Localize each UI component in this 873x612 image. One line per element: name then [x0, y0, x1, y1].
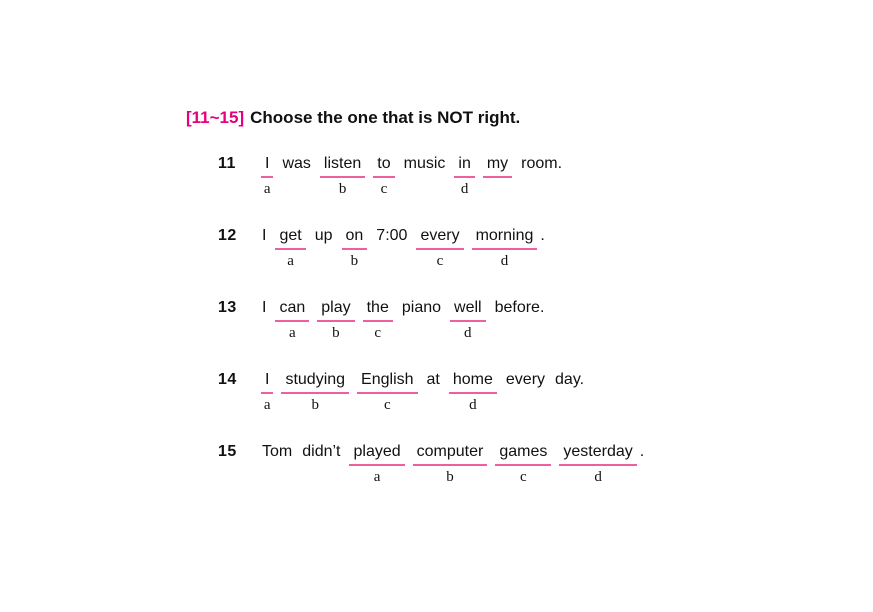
choice-token — [559, 442, 636, 485]
question-number: 11 — [218, 155, 236, 172]
word: the — [363, 298, 393, 322]
choice-token — [281, 370, 349, 413]
question-row — [218, 154, 653, 197]
word: every — [505, 371, 546, 388]
sentence-token — [281, 154, 311, 197]
choice-label: b — [332, 325, 340, 341]
word: room. — [521, 155, 563, 172]
choice-label: b — [311, 397, 319, 413]
sentence — [261, 226, 554, 269]
choice-label: d — [594, 469, 602, 485]
sentence-token — [520, 154, 563, 197]
section-header — [186, 108, 520, 128]
sentence-token — [261, 442, 293, 485]
choice-token — [450, 298, 486, 341]
choice-label: d — [460, 181, 469, 197]
sentence-token — [261, 298, 267, 341]
word: in — [454, 154, 474, 178]
word: was — [282, 155, 311, 172]
sentence-token — [426, 370, 441, 413]
sentence-token — [261, 226, 267, 269]
choice-label: a — [289, 325, 296, 341]
question-number: 12 — [218, 227, 237, 244]
choice-token — [261, 154, 273, 197]
sentence — [261, 442, 653, 485]
sentence — [261, 298, 553, 341]
word: at — [426, 371, 440, 388]
question-row — [218, 298, 653, 341]
choice-label: d — [464, 325, 472, 341]
choice-token — [275, 226, 305, 269]
word: listen — [320, 154, 365, 178]
choice-token — [449, 370, 497, 413]
question-range-label: [11~15] — [186, 108, 245, 127]
choice-token — [317, 298, 354, 341]
choice-label: b — [350, 253, 359, 269]
word: music — [403, 155, 446, 172]
question-number: 14 — [218, 371, 237, 388]
sentence-token — [314, 226, 334, 269]
choice-label: d — [469, 397, 477, 413]
question-row — [218, 226, 653, 269]
word: before. — [494, 299, 545, 316]
choice-label: c — [436, 253, 444, 269]
questions-list — [218, 154, 653, 514]
choice-token — [413, 442, 488, 485]
choice-label: b — [446, 469, 454, 485]
choice-token — [357, 370, 417, 413]
word: I — [261, 154, 273, 178]
word: every — [416, 226, 463, 250]
word: morning — [472, 226, 538, 250]
question-number: 15 — [218, 443, 237, 460]
word: computer — [413, 442, 488, 466]
choice-token — [416, 226, 463, 269]
word: games — [495, 442, 551, 466]
sentence-token — [375, 226, 408, 269]
word: my — [483, 154, 512, 178]
choice-label: d — [500, 253, 509, 269]
choice-token — [342, 226, 368, 269]
question-row — [218, 370, 653, 413]
word: home — [449, 370, 497, 394]
choice-token — [363, 298, 393, 341]
choice-token — [261, 370, 273, 413]
word: . — [540, 227, 545, 244]
sentence — [261, 154, 571, 197]
choice-token — [454, 154, 474, 197]
word: I — [262, 227, 267, 244]
sentence — [261, 370, 593, 413]
word: play — [317, 298, 354, 322]
sentence-token — [639, 442, 645, 485]
choice-label: c — [380, 181, 388, 197]
choice-label: a — [287, 253, 294, 269]
choice-token — [349, 442, 404, 485]
sentence-token — [554, 370, 585, 413]
choice-token — [275, 298, 309, 341]
word: day. — [555, 371, 585, 388]
word: piano — [401, 299, 442, 316]
choice-label: a — [263, 397, 271, 413]
sentence-token — [401, 298, 442, 341]
instruction-text: Choose the one that is NOT right. — [250, 108, 521, 127]
choice-label: a — [263, 181, 271, 197]
sentence-token — [505, 370, 546, 413]
word: get — [275, 226, 305, 250]
choice-label: c — [383, 397, 391, 413]
word: to — [373, 154, 394, 178]
choice-label: a — [373, 469, 381, 485]
word: Tom — [262, 443, 293, 460]
choice-token — [320, 154, 365, 197]
choice-token — [483, 154, 512, 197]
question-number: 13 — [218, 299, 237, 316]
word: played — [349, 442, 404, 466]
word: up — [314, 227, 333, 244]
word: I — [261, 370, 273, 394]
choice-label: c — [374, 325, 382, 341]
word: yesterday — [559, 442, 636, 466]
word: didn’t — [302, 443, 341, 460]
word: on — [342, 226, 368, 250]
word: can — [275, 298, 309, 322]
word: English — [357, 370, 417, 394]
choice-token — [495, 442, 551, 485]
word: . — [639, 443, 645, 460]
question-row — [218, 442, 653, 485]
word: 7:00 — [376, 227, 408, 244]
word: studying — [281, 370, 349, 394]
choice-token — [373, 154, 394, 197]
sentence-token — [494, 298, 546, 341]
word: I — [262, 299, 267, 316]
sentence-token — [301, 442, 341, 485]
choice-token — [472, 226, 538, 269]
choice-label: b — [338, 181, 347, 197]
sentence-token — [539, 226, 545, 269]
sentence-token — [403, 154, 447, 197]
choice-label: c — [520, 469, 527, 485]
word: well — [450, 298, 486, 322]
